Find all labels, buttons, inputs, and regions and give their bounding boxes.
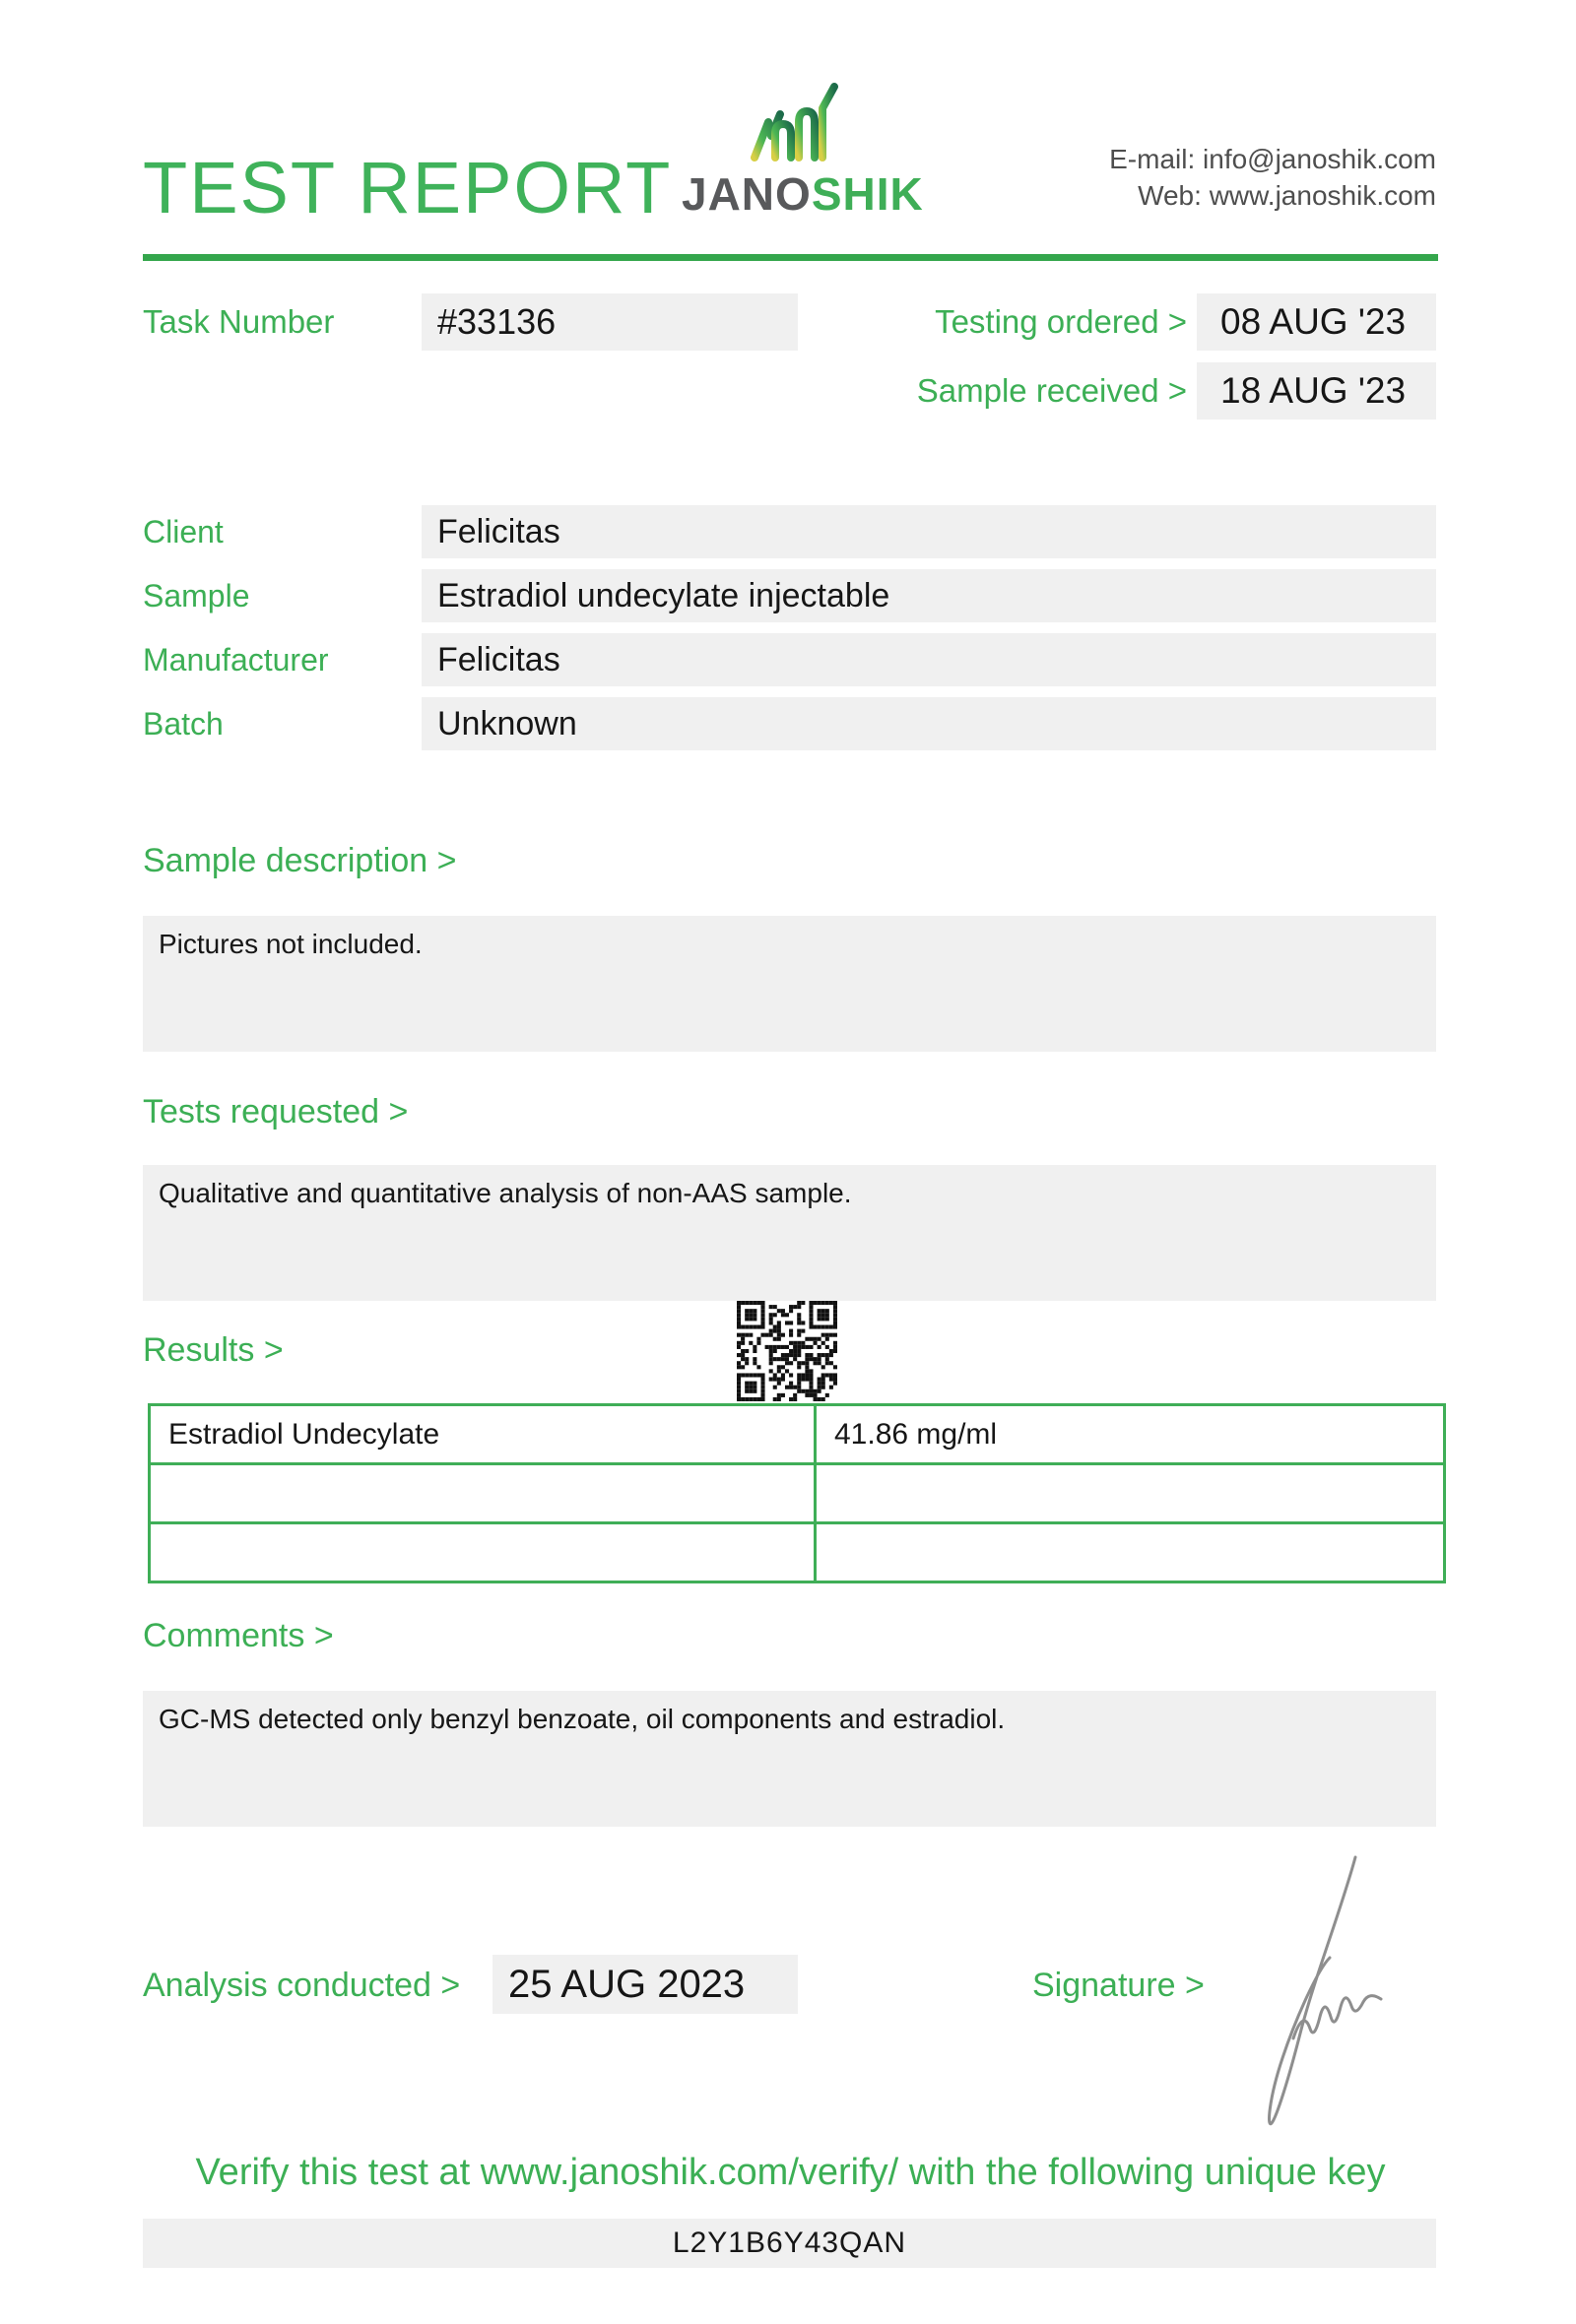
wordmark-shik: SHIK (811, 168, 924, 220)
result-value-cell (816, 1523, 1445, 1582)
verify-key-value: L2Y1B6Y43QAN (672, 2227, 907, 2259)
comments-box (143, 1691, 1436, 1827)
client-label: Client (143, 514, 224, 549)
result-analyte-cell: Estradiol Undecylate (150, 1405, 816, 1464)
contact-block (1109, 141, 1436, 214)
janoshik-chart-logo-icon (745, 79, 839, 163)
batch-label: Batch (143, 706, 224, 742)
sample-received-value-box (1197, 362, 1436, 420)
task-number-label: Task Number (143, 303, 335, 340)
sample-value-box (422, 569, 1436, 622)
client-value-box (422, 505, 1436, 558)
testing-ordered-label: Testing ordered > (935, 303, 1187, 340)
tests-requested-text: Qualitative and quantitative analysis of non-AAS sample. (159, 1178, 852, 1208)
table-row (150, 1405, 1445, 1464)
signature-label: Signature > (1032, 1967, 1205, 2004)
janoshik-wordmark (682, 167, 924, 221)
sample-description-text: Pictures not included. (159, 929, 423, 959)
result-value-cell (816, 1464, 1445, 1523)
verify-key-box (143, 2219, 1436, 2268)
results-table (148, 1403, 1446, 1583)
testing-ordered-value: 08 AUG '23 (1220, 301, 1407, 342)
header-divider (143, 254, 1438, 261)
tests-requested-heading: Tests requested > (143, 1093, 409, 1130)
wordmark-jano: JANO (682, 168, 812, 220)
sample-description-box (143, 916, 1436, 1052)
manufacturer-label: Manufacturer (143, 642, 329, 678)
sample-received-label: Sample received > (916, 372, 1187, 409)
comments-text: GC-MS detected only benzyl benzoate, oil components and estradiol. (159, 1704, 1006, 1734)
batch-value: Unknown (437, 705, 577, 742)
sample-label: Sample (143, 578, 250, 613)
contact-email: E-mail: info@janoshik.com (1109, 144, 1436, 174)
page-title: TEST REPORT (143, 147, 673, 228)
signature-scribble (1239, 1851, 1397, 2142)
table-row (150, 1464, 1445, 1523)
analysis-date-box (492, 1955, 798, 2014)
analysis-date-value: 25 AUG 2023 (508, 1963, 746, 2006)
batch-value-box (422, 697, 1436, 750)
contact-web: Web: www.janoshik.com (1138, 180, 1436, 211)
table-row (150, 1523, 1445, 1582)
manufacturer-value: Felicitas (437, 641, 560, 678)
sample-value: Estradiol undecylate injectable (437, 577, 890, 614)
verify-instruction: Verify this test at www.janoshik.com/verify/ with the following unique key (195, 2152, 1386, 2193)
sample-received-value: 18 AUG '23 (1220, 370, 1407, 411)
manufacturer-value-box (422, 633, 1436, 686)
comments-heading: Comments > (143, 1617, 334, 1654)
qr-code (737, 1301, 837, 1401)
tests-requested-box (143, 1165, 1436, 1301)
task-number-value: #33136 (437, 301, 557, 342)
testing-ordered-value-box (1197, 293, 1436, 351)
result-analyte-cell (150, 1523, 816, 1582)
result-analyte-cell (150, 1464, 816, 1523)
task-number-value-box (422, 293, 798, 351)
sample-description-heading: Sample description > (143, 842, 457, 879)
results-heading: Results > (143, 1331, 284, 1369)
analysis-conducted-label: Analysis conducted > (143, 1967, 461, 2004)
client-value: Felicitas (437, 513, 560, 550)
result-value-cell: 41.86 mg/ml (816, 1405, 1445, 1464)
